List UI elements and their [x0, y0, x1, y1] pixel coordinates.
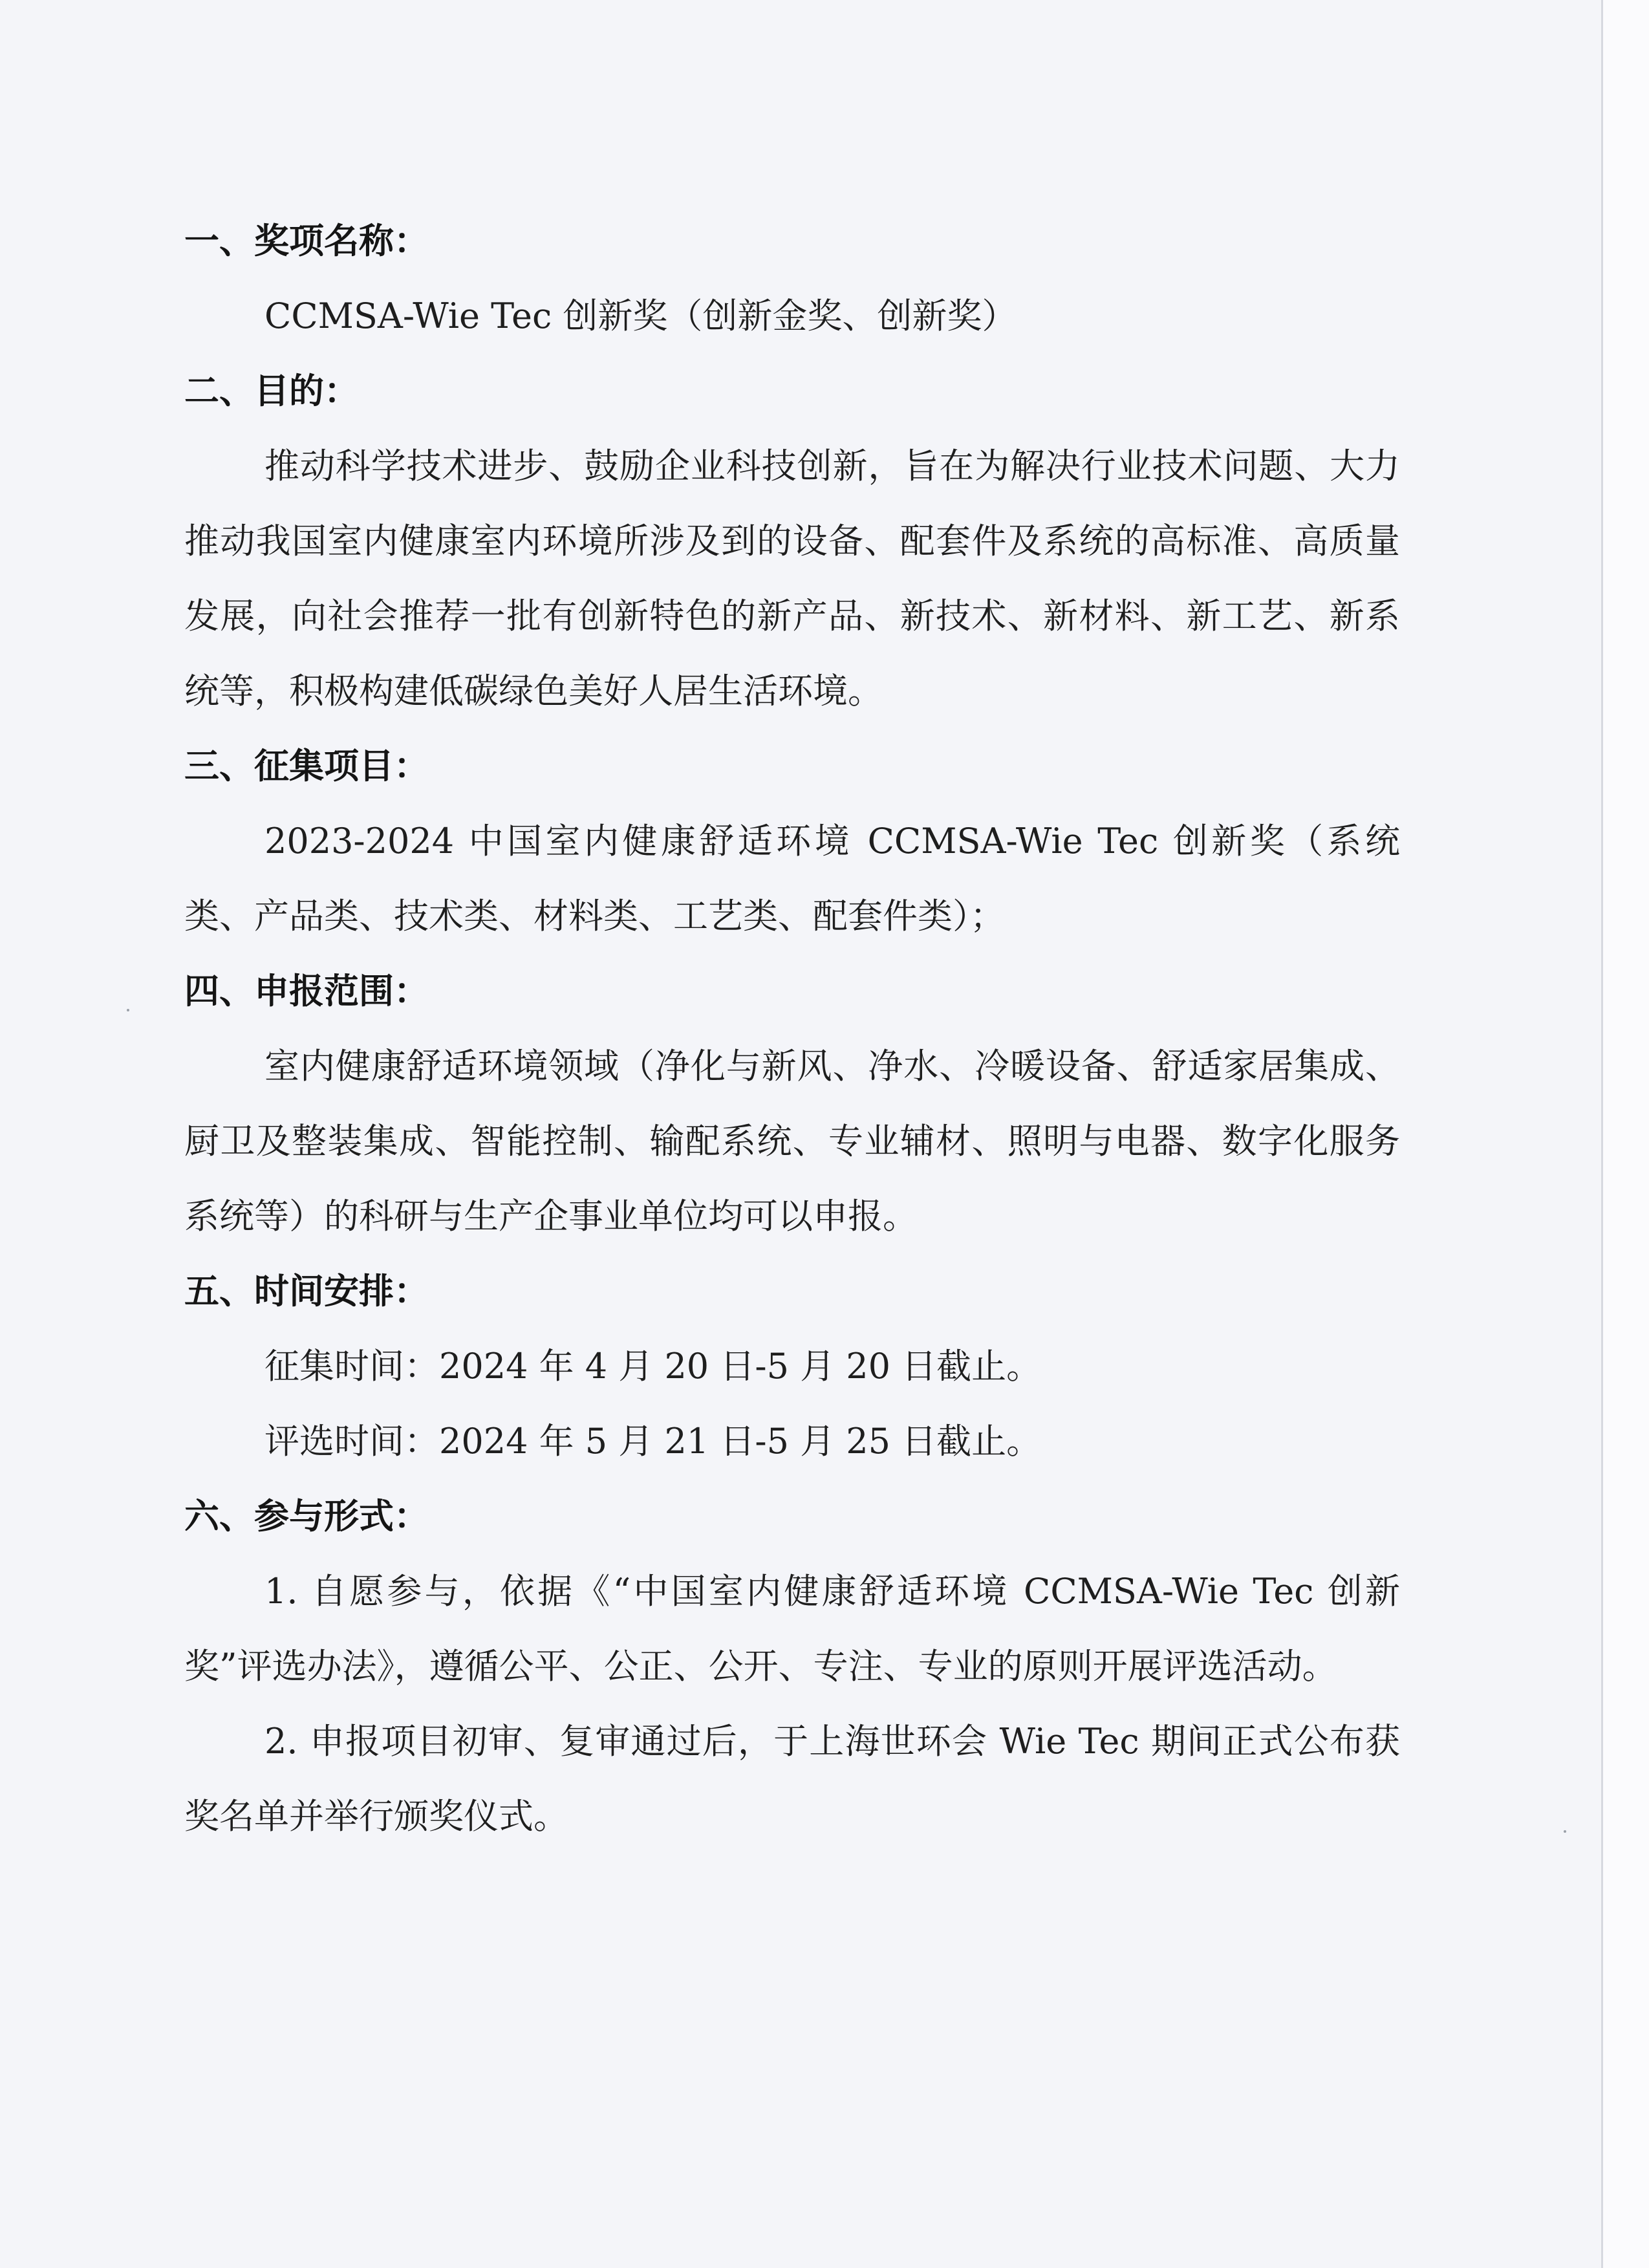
award-name-text: CCMSA-Wie Tec 创新奖（创新金奖、创新奖） [264, 296, 1017, 336]
participation-item-1: 1. 自愿参与，依据《“中国室内健康舒适环境 CCMSA-Wie Tec 创新奖”评选办法》，遵循公平、公正、公开、专注、专业的原则开展评选活动。 [184, 1571, 1400, 1687]
section-heading-schedule: 五、时间安排： [184, 1271, 429, 1312]
scan-speck [1564, 1830, 1566, 1833]
section-heading-scope: 四、申报范围： [184, 971, 429, 1011]
scope-text: 室内健康舒适环境领域（净化与新风、净水、冷暖设备、舒适家居集成、厨卫及整装集成、智能控制、输配系统、专业辅材、照明与电器、数字化服务系统等）的科研与生产企事业单位均可以申报。 [184, 1046, 1400, 1237]
purpose-text: 推动科学技术进步、鼓励企业科技创新，旨在为解决行业技术问题、大力推动我国室内健康室内环境所涉及到的设备、配套件及系统的高标准、高质量发展，向社会推荐一批有创新特色的新产品、新技术、新材料、新工艺、新系统等，积极构建低碳绿色美好人居生活环境。 [184, 446, 1400, 711]
review-period-text: 评选时间：2024 年 5 月 21 日-5 月 25 日截止。 [264, 1421, 1042, 1462]
section-heading-purpose: 二、目的： [184, 371, 359, 411]
collection-period-text: 征集时间：2024 年 4 月 20 日-5 月 20 日截止。 [264, 1346, 1042, 1387]
section-heading-award-name: 一、奖项名称： [184, 221, 429, 261]
collection-items-text: 2023-2024 中国室内健康舒适环境 CCMSA-Wie Tec 创新奖（系统类、产品类、技术类、材料类、工艺类、配套件类）； [184, 821, 1400, 936]
scan-page-edge [1601, 0, 1649, 2268]
section-heading-collection-items: 三、征集项目： [184, 746, 429, 786]
participation-item-2: 2. 申报项目初审、复审通过后，于上海世环会 Wie Tec 期间正式公布获奖名单并举行颁奖仪式。 [184, 1721, 1400, 1837]
section-heading-participation: 六、参与形式： [184, 1496, 429, 1537]
scan-speck [127, 1009, 129, 1011]
document-body [184, 204, 1400, 1854]
